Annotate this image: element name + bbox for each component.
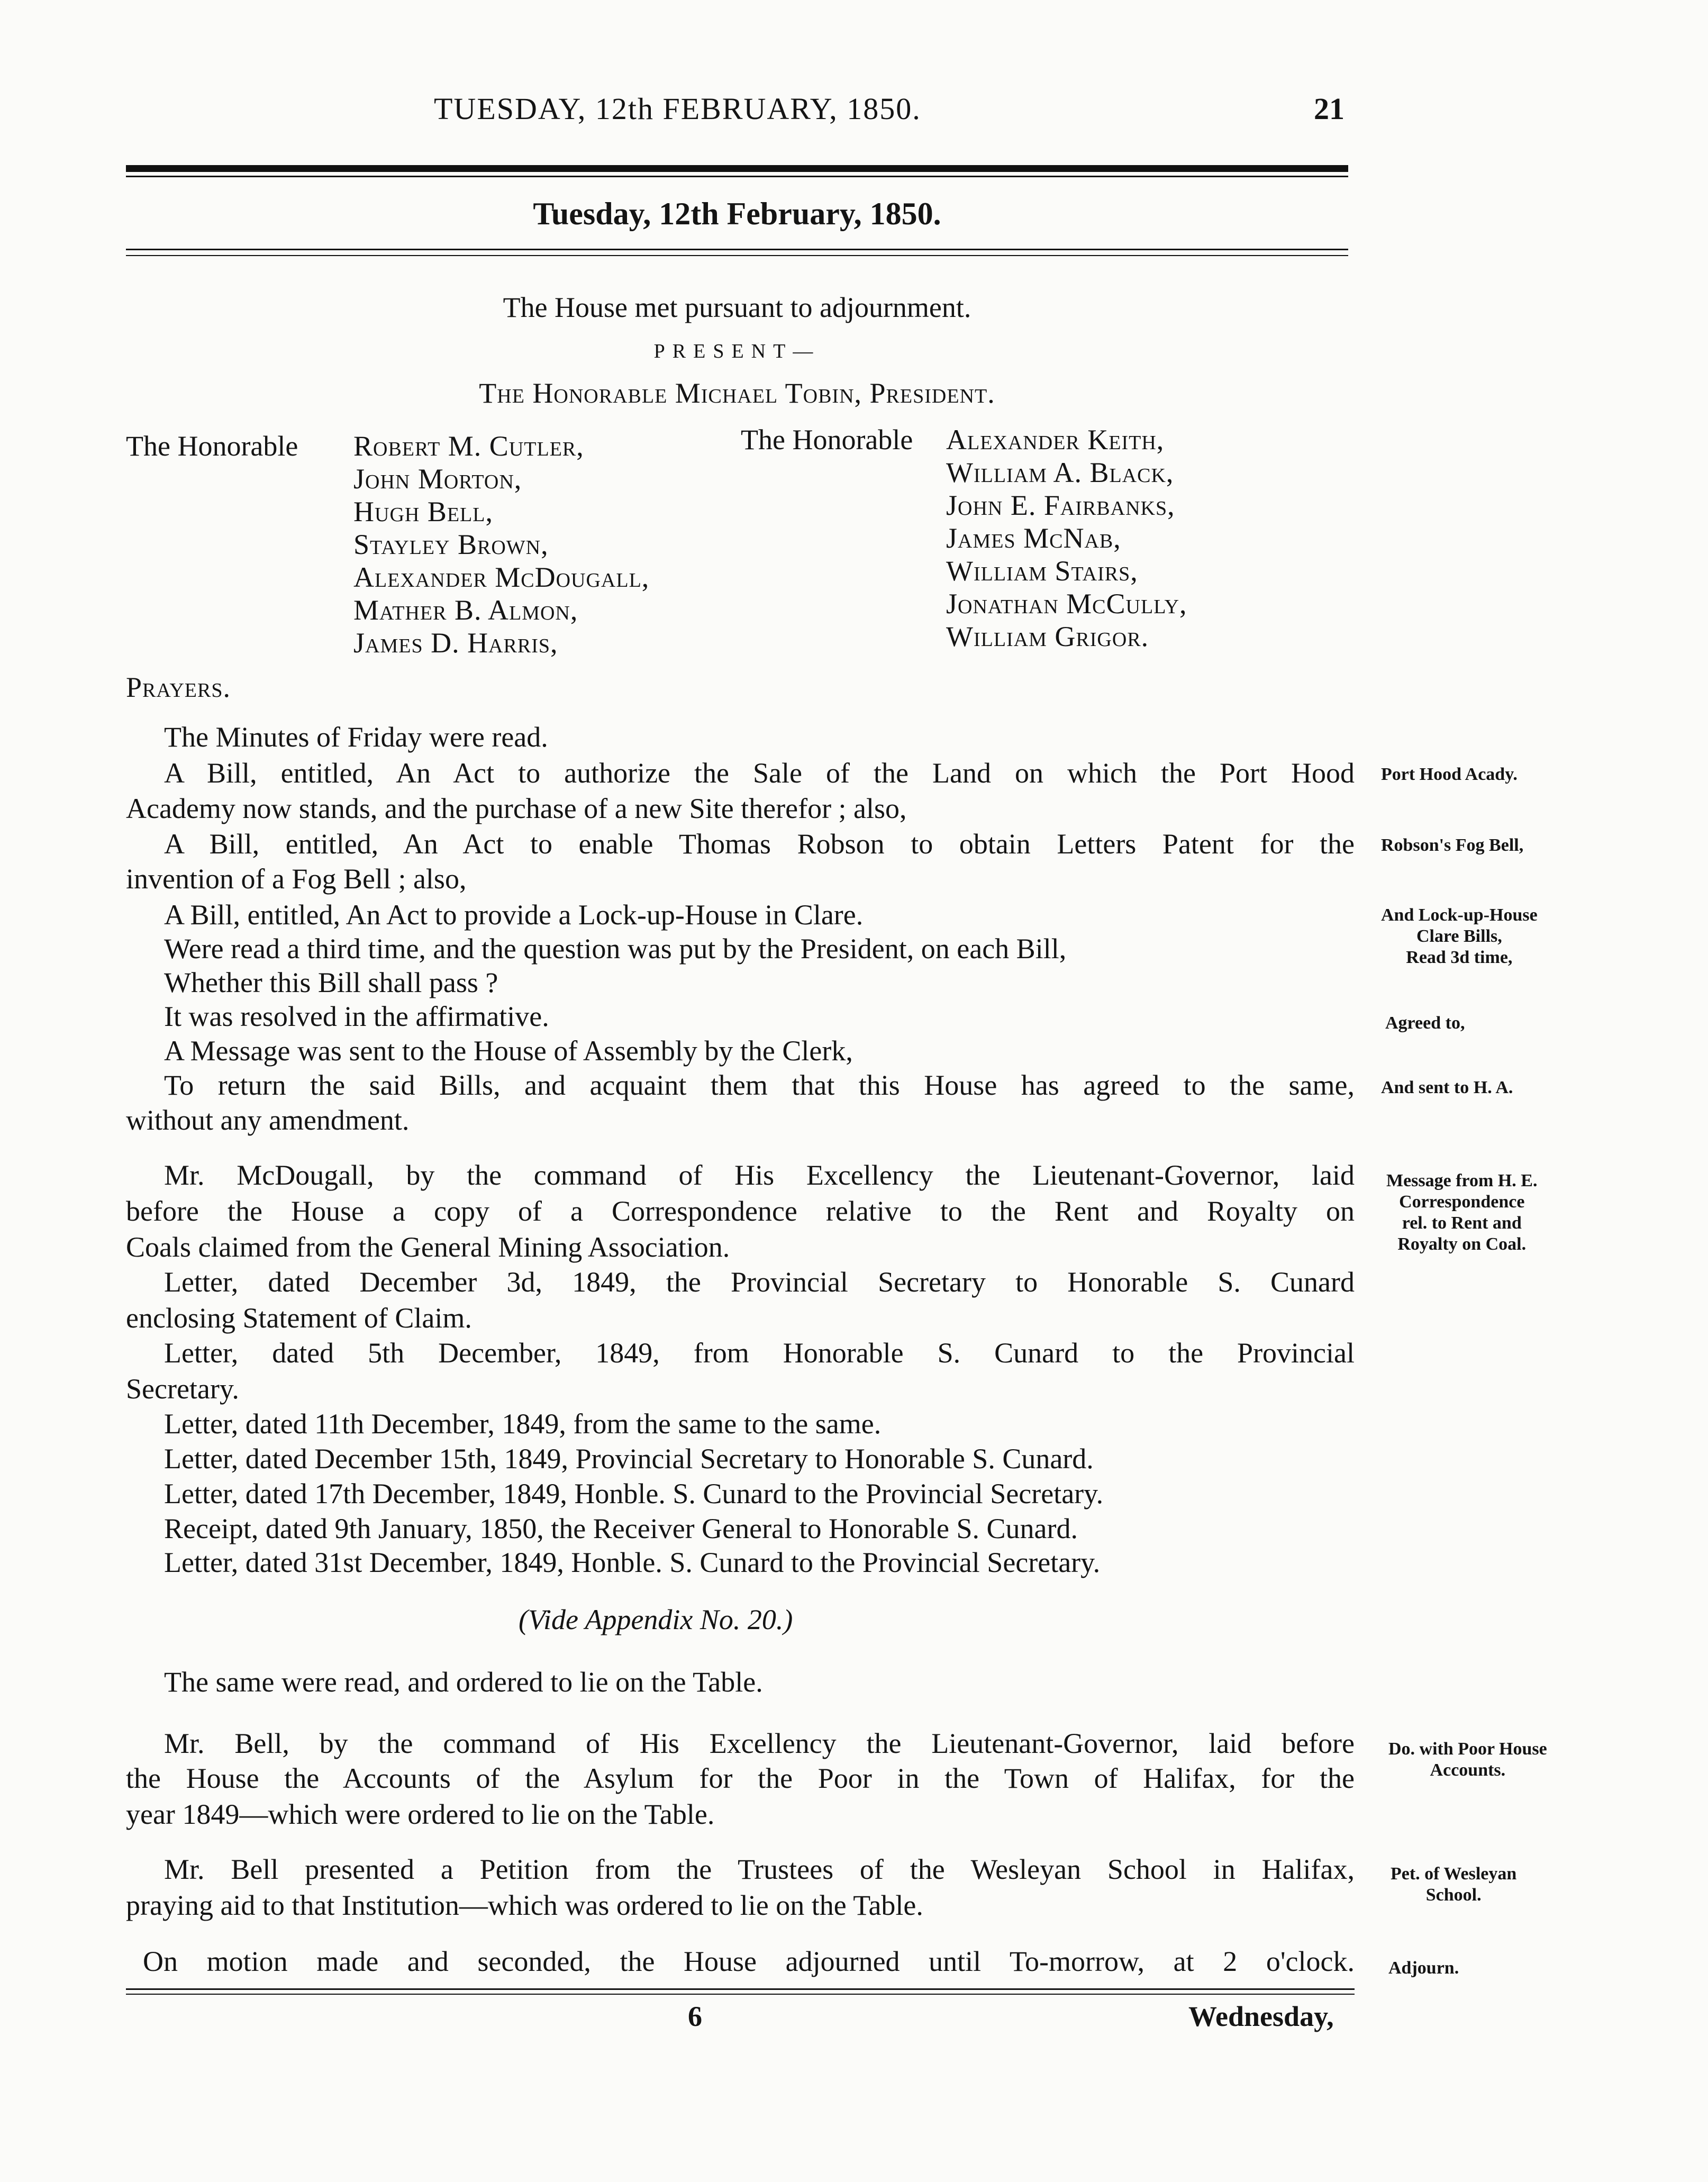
member-name: John Morton, xyxy=(353,463,522,495)
letter-dec-15: Letter, dated December 15th, 1849, Provincial Secretary to Honorable S. Cunard. xyxy=(164,1443,1094,1475)
margin-note-line: Port Hood Acady. xyxy=(1381,765,1518,784)
member-name: William Stairs, xyxy=(946,555,1138,587)
member-name: James D. Harris, xyxy=(353,627,558,659)
letter-dec-11: Letter, dated 11th December, 1849, from the same to the same. xyxy=(164,1408,882,1440)
bell-accounts-line: Mr. Bell, by the command of His Excellency the Lieutenant-Governor, laid before xyxy=(164,1728,1355,1759)
margin-note-agreed xyxy=(1385,1013,1465,1034)
adjourn-line: On motion made and seconded, the House adjourned until To-morrow, at 2 o'clock. xyxy=(143,1945,1355,1977)
margin-note-line: Agreed to, xyxy=(1385,1013,1465,1033)
receipt-jan-9: Receipt, dated 9th January, 1850, the Receiver General to Honorable S. Cunard. xyxy=(164,1513,1078,1544)
margin-note-line: Do. with Poor House xyxy=(1388,1739,1547,1759)
margin-note-line: rel. to Rent and xyxy=(1402,1213,1522,1233)
margin-note-line: And Lock-up-House xyxy=(1381,905,1538,925)
bell-petition-line: Mr. Bell presented a Petition from the Trustees of the Wesleyan School in Halifax, xyxy=(164,1853,1355,1885)
right-honorable-prefix: The Honorable xyxy=(741,424,913,456)
margin-note-line: Royalty on Coal. xyxy=(1397,1234,1527,1254)
day-heading-rule xyxy=(126,249,1348,250)
third-reading-line: Were read a third time, and the question was put by the President, on each Bill, xyxy=(164,933,1067,965)
letter-dec-31: Letter, dated 31st December, 1849, Honble. S. Cunard to the Provincial Secretary. xyxy=(164,1547,1101,1578)
member-name: Alexander Keith, xyxy=(946,424,1165,456)
read-ordered-line: The same were read, and ordered to lie on the Table. xyxy=(164,1666,763,1698)
margin-note-message xyxy=(1386,1170,1537,1255)
margin-note-line: School. xyxy=(1425,1885,1482,1905)
letter-dec-5-cont: Secretary. xyxy=(126,1373,239,1405)
margin-note-line: Read 3d time, xyxy=(1406,948,1513,967)
left-honorable-prefix: The Honorable xyxy=(126,430,298,462)
bill-port-hood-line: A Bill, entitled, An Act to authorize the Sale of the Land on which the Port Hood xyxy=(164,757,1355,789)
day-heading-rule-2 xyxy=(126,255,1348,256)
member-name: Alexander McDougall, xyxy=(353,561,650,593)
left-member-list xyxy=(353,430,649,659)
margin-note-adjourn xyxy=(1388,1958,1459,1979)
header-rule-thin xyxy=(126,176,1348,177)
footer-rule-2 xyxy=(126,1994,1355,1995)
present-label: PRESENT— xyxy=(653,340,821,362)
bell-accounts-cont-1: the House the Accounts of the Asylum for the Poor in the Town of Halifax, for the xyxy=(126,1762,1355,1794)
page-number: 21 xyxy=(1314,92,1344,126)
member-name: John E. Fairbanks, xyxy=(946,489,1175,521)
mcdougall-line: Mr. McDougall, by the command of His Excellency the Lieutenant-Governor, laid xyxy=(164,1159,1355,1191)
margin-note-line: Pet. of Wesleyan xyxy=(1391,1864,1517,1884)
president-line: The Honorable Michael Tobin, President. xyxy=(479,377,995,409)
member-name: Stayley Brown, xyxy=(353,529,549,560)
bill-robson-cont: invention of a Fog Bell ; also, xyxy=(126,863,467,895)
prayers-line: Prayers. xyxy=(126,671,231,703)
margin-note-line: Robson's Fog Bell, xyxy=(1381,835,1524,855)
bill-clare-line: A Bill, entitled, An Act to provide a Lock-up-House in Clare. xyxy=(164,899,864,931)
return-bills-cont: without any amendment. xyxy=(126,1104,410,1136)
running-title: TUESDAY, 12th FEBRUARY, 1850. xyxy=(434,92,921,126)
vide-appendix: (Vide Appendix No. 20.) xyxy=(519,1604,793,1635)
margin-note-line: Message from H. E. xyxy=(1386,1171,1538,1190)
message-line: A Message was sent to the House of Assembly by the Clerk, xyxy=(164,1035,853,1067)
question-line: Whether this Bill shall pass ? xyxy=(164,967,498,998)
mcdougall-cont-2: Coals claimed from the General Mining Association. xyxy=(126,1231,730,1263)
member-name: Robert M. Cutler, xyxy=(353,430,584,462)
member-name: Mather B. Almon, xyxy=(353,594,578,626)
margin-note-wesleyan xyxy=(1391,1863,1516,1906)
margin-note-port-hood xyxy=(1381,764,1518,785)
bill-port-hood-cont: Academy now stands, and the purchase of a new Site therefor ; also, xyxy=(126,793,907,824)
margin-note-line: Adjourn. xyxy=(1388,1958,1459,1978)
member-name: William A. Black, xyxy=(946,457,1174,488)
letter-dec-5: Letter, dated 5th December, 1849, from Honorable S. Cunard to the Provincial xyxy=(164,1337,1355,1369)
mcdougall-cont-1: before the House a copy of a Correspondence relative to the Rent and Royalty on xyxy=(126,1195,1355,1227)
return-bills-line: To return the said Bills, and acquaint them that this House has agreed to the same, xyxy=(164,1069,1355,1101)
bill-robson-line: A Bill, entitled, An Act to enable Thomas Robson to obtain Letters Patent for the xyxy=(164,828,1355,860)
letter-dec-3: Letter, dated December 3d, 1849, the Provincial Secretary to Honorable S. Cunard xyxy=(164,1266,1355,1298)
bell-accounts-cont-2: year 1849—which were ordered to lie on the Table. xyxy=(126,1798,715,1830)
margin-note-poor-house xyxy=(1388,1739,1547,1781)
margin-note-line: Correspondence xyxy=(1399,1192,1525,1212)
margin-note-robson xyxy=(1381,835,1523,856)
day-heading: Tuesday, 12th February, 1850. xyxy=(533,196,941,231)
margin-note-line: And sent to H. A. xyxy=(1381,1078,1513,1097)
margin-note-line: Clare Bills, xyxy=(1416,926,1502,946)
margin-note-clare xyxy=(1381,905,1538,968)
margin-note-line: Accounts. xyxy=(1430,1760,1506,1780)
member-name: Hugh Bell, xyxy=(353,496,493,528)
header-rule xyxy=(126,165,1348,172)
resolved-line: It was resolved in the affirmative. xyxy=(164,1001,549,1032)
letter-dec-3-cont: enclosing Statement of Claim. xyxy=(126,1302,472,1334)
letter-dec-17: Letter, dated 17th December, 1849, Honble. S. Cunard to the Provincial Secretary. xyxy=(164,1478,1104,1510)
member-name: William Grigor. xyxy=(946,621,1149,652)
footer-rule xyxy=(126,1988,1355,1990)
signature-mark: 6 xyxy=(688,2001,702,2032)
house-met-line: The House met pursuant to adjournment. xyxy=(503,292,971,323)
margin-note-sent xyxy=(1381,1077,1513,1098)
bell-petition-cont: praying aid to that Institution—which was ordered to lie on the Table. xyxy=(126,1889,923,1921)
member-name: James McNab, xyxy=(946,522,1121,554)
catchword: Wednesday, xyxy=(1188,2001,1334,2032)
member-name: Jonathan McCully, xyxy=(946,588,1187,620)
minutes-line: The Minutes of Friday were read. xyxy=(164,721,548,753)
right-member-list xyxy=(946,423,1187,653)
